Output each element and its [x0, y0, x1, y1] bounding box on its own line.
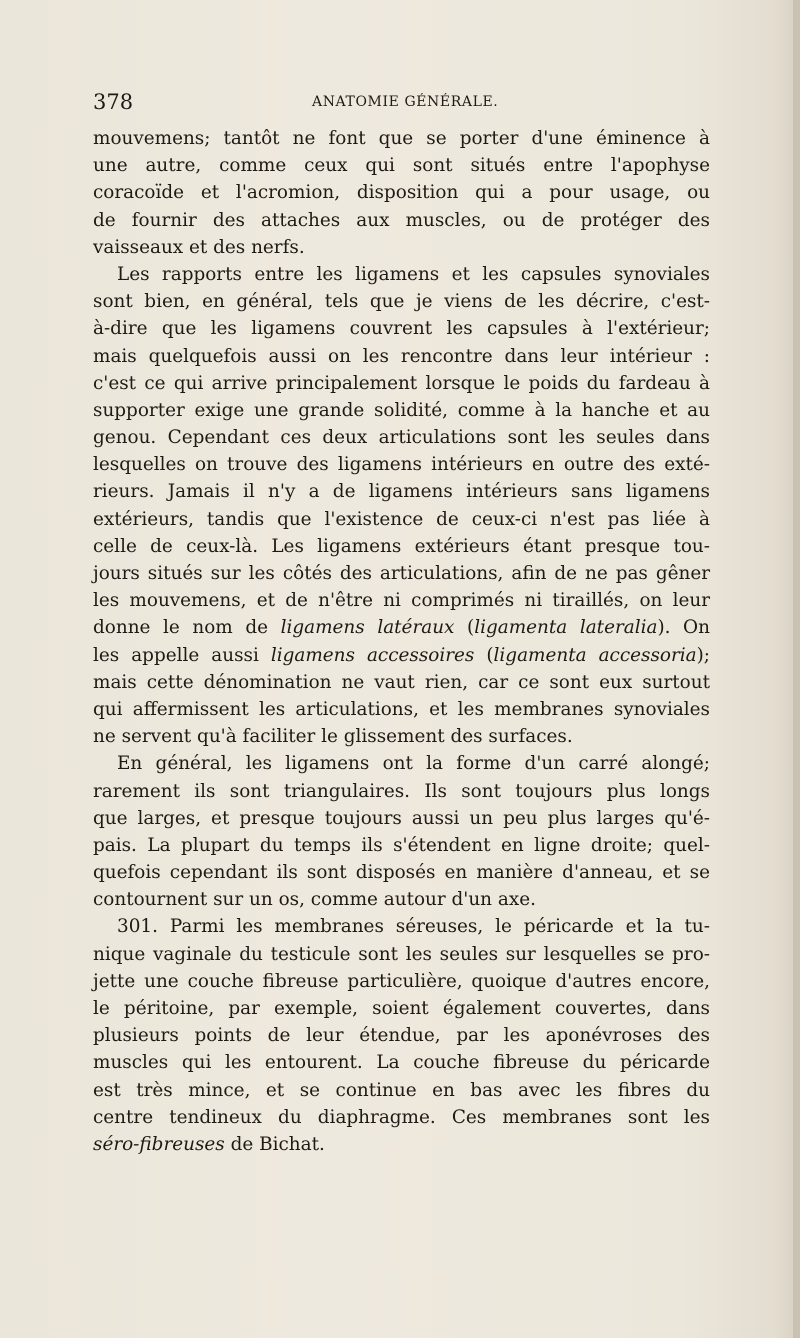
text-line: jette une couche fibreuse particulière, quoique d'autres encore, [93, 970, 710, 992]
text-line: rieurs. Jamais il n'y a de ligamens intérieurs sans ligamens [93, 481, 710, 503]
text-line: rarement ils sont triangulaires. Ils sont toujours plus longs [93, 780, 710, 802]
text-line: c'est ce qui arrive principalement lorsque le poids du fardeau à [93, 372, 710, 394]
text-line: jours situés sur les côtés des articulations, afin de ne pas gêner [93, 563, 710, 584]
page-number: 378 [93, 90, 134, 114]
text-line: celle de ceux-là. Les ligamens extérieurs étant presque tou- [93, 535, 710, 557]
text-line: extérieurs, tandis que l'existence de ceux-ci n'est pas liée à [93, 508, 710, 530]
text-line: quefois cependant ils sont disposés en manière d'anneau, et se [93, 862, 710, 884]
italic-term: ligamens accessoires [270, 644, 475, 666]
italic-latin-term: ligamenta accessoria [493, 644, 697, 666]
text-line: de fournir des attaches aux muscles, ou de protéger des [93, 209, 710, 231]
text-segment: ( [474, 644, 494, 666]
page-edge [793, 0, 800, 1338]
running-head: ANATOMIE GÉNÉRALE. [312, 94, 499, 110]
text-line [93, 642, 710, 669]
text-line: ne servent qu'à faciliter le glissement des surfaces. [93, 726, 573, 748]
text-line: genou. Cependant ces deux articulations sont les seules dans [93, 427, 710, 449]
text-line: le péritoine, par exemple, soient également couvertes, dans [93, 998, 710, 1019]
text-line: Les rapports entre les ligamens et les capsules synoviales [117, 263, 710, 285]
text-line: lesquelles on trouve des ligamens intérieurs en outre des exté- [93, 454, 710, 476]
text-line: En général, les ligamens ont la forme d'un carré alongé; [117, 753, 710, 775]
text-line: muscles qui les entourent. La couche fibreuse du péricarde [93, 1052, 710, 1074]
text-line: que larges, et presque toujours aussi un peu plus larges qu'é- [93, 807, 710, 829]
italic-latin-term: ligamenta lateralia [474, 617, 658, 639]
page-header [93, 90, 713, 114]
italic-term: séro-fibreuses [93, 1133, 225, 1155]
italic-term: ligamens latéraux [280, 617, 455, 639]
text-segment: de Bichat. [224, 1133, 325, 1155]
text-line: plusieurs points de leur étendue, par les aponévroses des [93, 1025, 710, 1047]
text-line [93, 614, 710, 641]
text-line: une autre, comme ceux qui sont situés entre l'apophyse [93, 155, 710, 177]
text-segment: ). On [657, 617, 710, 639]
text-line: contournent sur un os, comme autour d'un axe. [93, 889, 536, 911]
text-line: coracoïde et l'acromion, disposition qui a pour usage, ou [93, 182, 710, 204]
text-line [93, 1131, 710, 1158]
text-segment: donne le nom de [93, 617, 281, 639]
text-line: mais quelquefois aussi on les rencontre dans leur intérieur : [93, 345, 710, 367]
text-line: vaisseaux et des nerfs. [93, 236, 305, 258]
text-segment: ); [696, 644, 710, 666]
text-line: 301. Parmi les membranes séreuses, le péricarde et la tu- [117, 916, 710, 938]
text-line: sont bien, en général, tels que je viens de les décrire, c'est- [93, 291, 710, 313]
text-line: mouvemens; tantôt ne font que se porter d'une éminence à [93, 128, 710, 149]
text-line: mais cette dénomination ne vaut rien, car ce sont eux surtout [93, 671, 710, 693]
body-text [93, 125, 710, 1158]
text-segment: les appelle aussi [93, 644, 271, 666]
text-line: nique vaginale du testicule sont les seules sur lesquelles se pro- [93, 943, 710, 965]
text-line: centre tendineux du diaphragme. Ces membranes sont les [93, 1106, 710, 1128]
text-line: est très mince, et se continue en bas avec les fibres du [93, 1079, 710, 1101]
text-line: à-dire que les ligamens couvrent les capsules à l'extérieur; [93, 318, 710, 340]
text-line: pais. La plupart du temps ils s'étendent en ligne droite; quel- [93, 834, 710, 856]
text-line: qui affermissent les articulations, et les membranes synoviales [93, 698, 710, 720]
text-line: les mouvemens, et de n'être ni comprimés ni tiraillés, on leur [93, 590, 710, 612]
text-line: supporter exige une grande solidité, comme à la hanche et au [93, 399, 710, 421]
text-segment: ( [454, 617, 475, 639]
